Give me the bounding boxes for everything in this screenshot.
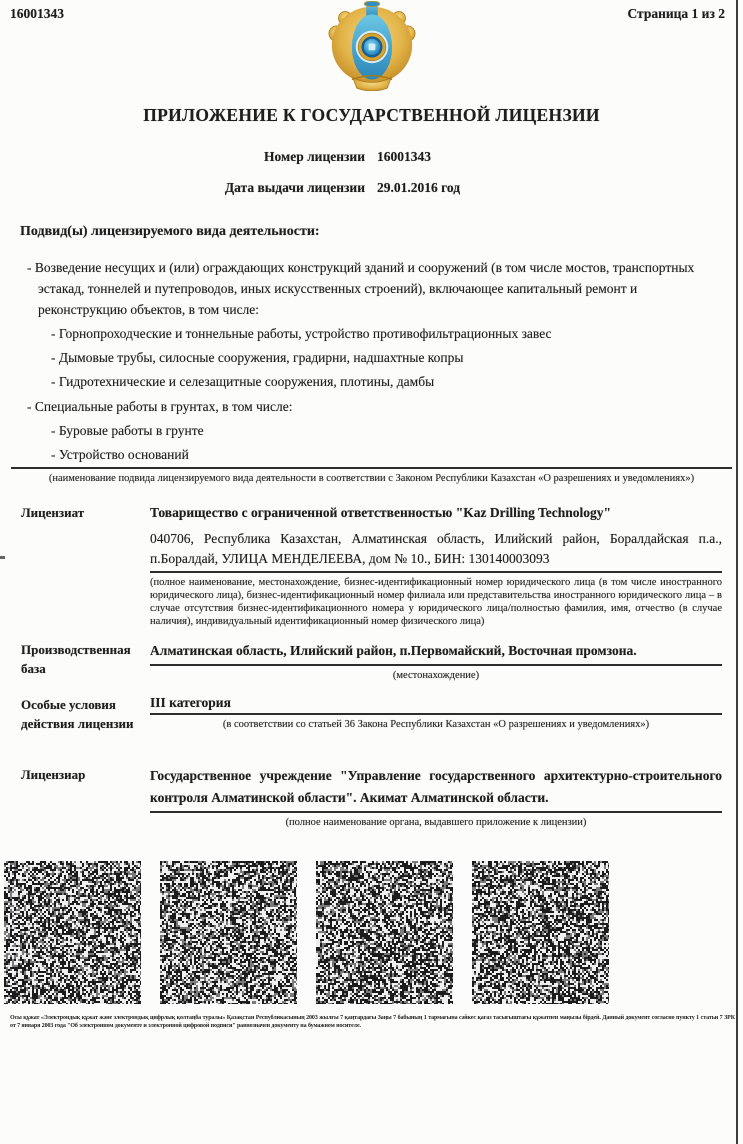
licensor-caption: (полное наименование органа, выдавшего приложение к лицензии) bbox=[285, 817, 587, 828]
section-licensor bbox=[21, 765, 722, 829]
signature-barcode-1 bbox=[4, 861, 141, 1004]
licensor-value: Государственное учреждение "Управление государственного архитектурно-строительного контроля Алматинской области". Акимат Алматинской области. bbox=[150, 768, 722, 805]
production-base-caption: (местонахождение) bbox=[392, 670, 480, 681]
activities-heading: Подвид(ы) лицензируемого вида деятельности: bbox=[20, 224, 320, 239]
activity-item: - Устройство оснований bbox=[0, 445, 713, 465]
activity-item: - Гидротехнические и селезащитные сооружения, плотины, дамбы bbox=[0, 372, 713, 392]
legal-disclaimer: Осы құжат «Электрондық құжат және электрондық цифрлық қолтаңба туралы» Қазақстан Республикасының 2003 жылғы 7 қаңтардағы Заңы 7 бабының 1 тармағына сәйкес қағаз тасығыштағы құжатпен маңызы бірдей. Данный документ согласно пункту 1 статьи 7 ЗРК от 7 января 2003 года "Об электронном документе и электронной цифровой подписи" равнозначен документу на бумажном носителе. bbox=[10, 1015, 735, 1029]
section-licensee bbox=[21, 503, 722, 628]
licensee-address: 040706, Республика Казахстан, Алматинская область, Илийский район, Боралдайская п.а., п.Боралдай, УЛИЦА МЕНДЕЛЕЕВА, дом № 10., БИН: 130140003093 bbox=[150, 531, 722, 566]
license-number-value: 16001343 bbox=[377, 149, 431, 164]
activity-item: - Возведение несущих и (или) ограждающих конструкций зданий и сооружений (в том числе мостов, транспортных эстакад, тоннелей и путепроводов, иных искусственных строений), включающее капитальный ремонт и реконструкцию объектов, в том числе: bbox=[0, 257, 713, 320]
license-number-label: Номер лицензии bbox=[264, 149, 365, 164]
activity-item: - Горнопроходческие и тоннельные работы, устройство противофильтрационных завес bbox=[0, 324, 713, 344]
kazakhstan-emblem-icon bbox=[324, 1, 420, 91]
activity-item: - Дымовые трубы, силосные сооружения, градирни, надшахтные копры bbox=[0, 348, 713, 368]
license-date-label: Дата выдачи лицензии bbox=[224, 180, 365, 195]
activities-caption: (наименование подвида лицензируемого вида деятельности в соответствии с Законом Республики Казахстан «О разрешениях и уведомлениях») bbox=[48, 473, 695, 484]
licensee-name: Товарищество с ограниченной ответственностью "Kaz Drilling Technology" bbox=[150, 505, 611, 520]
production-base-underline bbox=[150, 664, 722, 666]
licensor-underline bbox=[150, 811, 722, 813]
special-conditions-underline bbox=[150, 713, 722, 715]
licensor-label: Лицензиар bbox=[21, 767, 86, 782]
page-right-border bbox=[736, 0, 738, 1144]
signature-barcode-2 bbox=[160, 861, 297, 1004]
licensee-caption: (полное наименование, местонахождение, бизнес-идентификационный номер юридического лица (в том числе иностранного юридического лица), бизнес-идентификационный номер филиала или представительства иностранного юридического лица – в случае отсутствия бизнес-идентификационного номера у юридического лица/полностью фамилия, имя, отчество (в случае наличия), индивидуальный идентификационный номер физического лица) bbox=[150, 577, 722, 627]
activities-underline bbox=[11, 467, 732, 469]
document-title: ПРИЛОЖЕНИЕ К ГОСУДАРСТВЕННОЙ ЛИЦЕНЗИИ bbox=[143, 105, 600, 125]
special-conditions-caption: (в соответствии со статьей 36 Закона Республики Казахстан «О разрешениях и уведомлениях») bbox=[222, 719, 650, 730]
activity-item: - Специальные работы в грунтах, в том числе: bbox=[0, 397, 713, 417]
licensee-label: Лицензиат bbox=[21, 505, 85, 520]
section-production-base bbox=[21, 640, 722, 682]
signature-barcode-3 bbox=[316, 861, 453, 1004]
special-conditions-label: Особые условия действия лицензии bbox=[21, 697, 134, 731]
licensee-underline bbox=[150, 571, 722, 573]
section-special-conditions bbox=[21, 695, 722, 733]
doc-number-header: 16001343 bbox=[10, 6, 64, 21]
license-number-row bbox=[0, 148, 743, 165]
scan-artifact bbox=[0, 556, 5, 559]
license-date-row bbox=[0, 179, 743, 196]
production-base-label: Производственная база bbox=[21, 642, 131, 676]
special-conditions-value: III категория bbox=[150, 695, 231, 710]
page-indicator: Страница 1 из 2 bbox=[627, 6, 725, 21]
production-base-value: Алматинская область, Илийский район, п.Первомайский, Восточная промзона. bbox=[150, 643, 637, 658]
signature-barcodes-row bbox=[4, 861, 743, 1004]
signature-barcode-4 bbox=[472, 861, 609, 1004]
license-date-value: 29.01.2016 год bbox=[377, 180, 461, 195]
activity-item: - Буровые работы в грунте bbox=[0, 421, 713, 441]
